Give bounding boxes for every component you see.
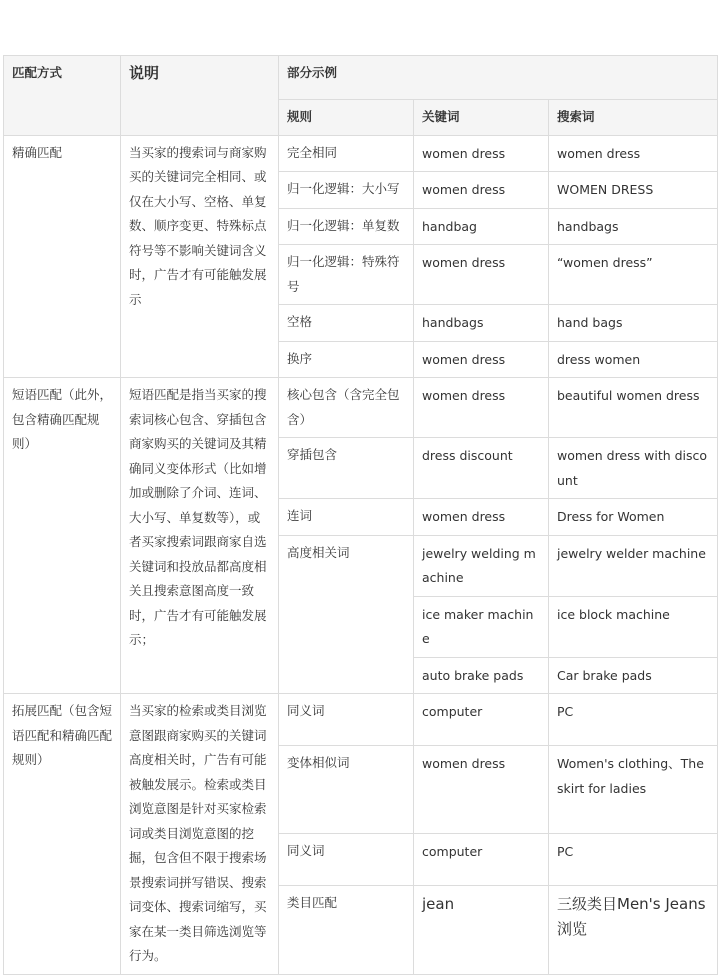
header-match-type: 匹配方式 [4, 56, 121, 136]
keyword-cell: auto brake pads [414, 657, 549, 694]
keyword-cell: women dress [414, 499, 549, 536]
rule-cell: 同义词 [279, 834, 414, 886]
search-term-cell: Car brake pads [549, 657, 718, 694]
header-rule: 规则 [279, 100, 414, 136]
table-row [4, 135, 718, 172]
rule-cell: 穿插包含 [279, 438, 414, 499]
keyword-cell: computer [414, 694, 549, 746]
match-type-cell: 短语匹配（此外，包含精确匹配规则） [4, 378, 121, 694]
rule-cell: 变体相似词 [279, 746, 414, 834]
keyword-cell: computer [414, 834, 549, 886]
header-search-term: 搜索词 [549, 100, 718, 136]
keyword-cell: women dress [414, 172, 549, 209]
keyword-cell: handbags [414, 305, 549, 342]
search-term-cell: women dress with discount [549, 438, 718, 499]
description-cell: 短语匹配是指当买家的搜索词核心包含、穿插包含商家购买的关键词及其精确同义变体形式（比如增加或删除了介词、连词、大小写、单复数等），或者买家搜索词跟商家自选关键词和投放品都高度相关且搜索意图高度一致时，广告才有可能触发展示； [121, 378, 279, 694]
rule-cell: 换序 [279, 341, 414, 378]
match-type-cell: 精确匹配 [4, 135, 121, 378]
rule-cell: 同义词 [279, 694, 414, 746]
search-term-cell: “women dress” [549, 245, 718, 305]
search-term-cell: Dress for Women [549, 499, 718, 536]
keyword-cell: women dress [414, 135, 549, 172]
keyword-cell: women dress [414, 341, 549, 378]
search-term-cell: PC [549, 834, 718, 886]
search-term-cell: dress women [549, 341, 718, 378]
keyword-cell: women dress [414, 746, 549, 834]
keyword-cell: handbag [414, 208, 549, 245]
header-examples: 部分示例 [279, 56, 718, 100]
search-term-cell: women dress [549, 135, 718, 172]
search-term-cell: jewelry welder machine [549, 535, 718, 596]
search-term-cell: hand bags [549, 305, 718, 342]
rule-cell: 连词 [279, 499, 414, 536]
search-term-cell: beautiful women dress [549, 378, 718, 438]
table-row [4, 694, 718, 746]
table-header-row [4, 56, 718, 100]
search-term-cell: PC [549, 694, 718, 746]
search-term-cell: Women's clothing、The skirt for ladies [549, 746, 718, 834]
keyword-cell: women dress [414, 245, 549, 305]
match-type-cell: 拓展匹配（包含短语匹配和精确匹配规则） [4, 694, 121, 975]
table-row [4, 378, 718, 438]
rule-cell: 归一化逻辑：单复数 [279, 208, 414, 245]
rule-cell: 完全相同 [279, 135, 414, 172]
search-term-cell: 三级类目Men's Jeans浏览 [549, 886, 718, 974]
description-cell: 当买家的搜索词与商家购买的关键词完全相同、或仅在大小写、空格、单复数、顺序变更、特殊标点符号等不影响关键词含义时，广告才有可能触发展示 [121, 135, 279, 378]
rule-cell: 高度相关词 [279, 535, 414, 694]
keyword-cell: women dress [414, 378, 549, 438]
search-term-cell: ice block machine [549, 596, 718, 657]
description-cell: 当买家的检索或类目浏览意图跟商家购买的关键词高度相关时，广告有可能被触发展示。检索或类目浏览意图是针对买家检索词或类目浏览意图的挖掘，包含但不限于搜索场景搜索词拼写错误、搜索词变体、搜索词缩写，买家在某一类目筛选浏览等行为。 [121, 694, 279, 975]
rule-cell: 空格 [279, 305, 414, 342]
keyword-cell: ice maker machine [414, 596, 549, 657]
rule-cell: 归一化逻辑：特殊符号 [279, 245, 414, 305]
match-type-table [3, 55, 718, 975]
keyword-cell: dress discount [414, 438, 549, 499]
search-term-cell: WOMEN DRESS [549, 172, 718, 209]
keyword-cell: jean [414, 886, 549, 974]
rule-cell: 类目匹配 [279, 886, 414, 974]
rule-cell: 归一化逻辑：大小写 [279, 172, 414, 209]
keyword-cell: jewelry welding machine [414, 535, 549, 596]
header-keyword: 关键词 [414, 100, 549, 136]
match-type-table-container [3, 55, 717, 975]
rule-cell: 核心包含（含完全包含） [279, 378, 414, 438]
header-description: 说明 [121, 56, 279, 136]
search-term-cell: handbags [549, 208, 718, 245]
